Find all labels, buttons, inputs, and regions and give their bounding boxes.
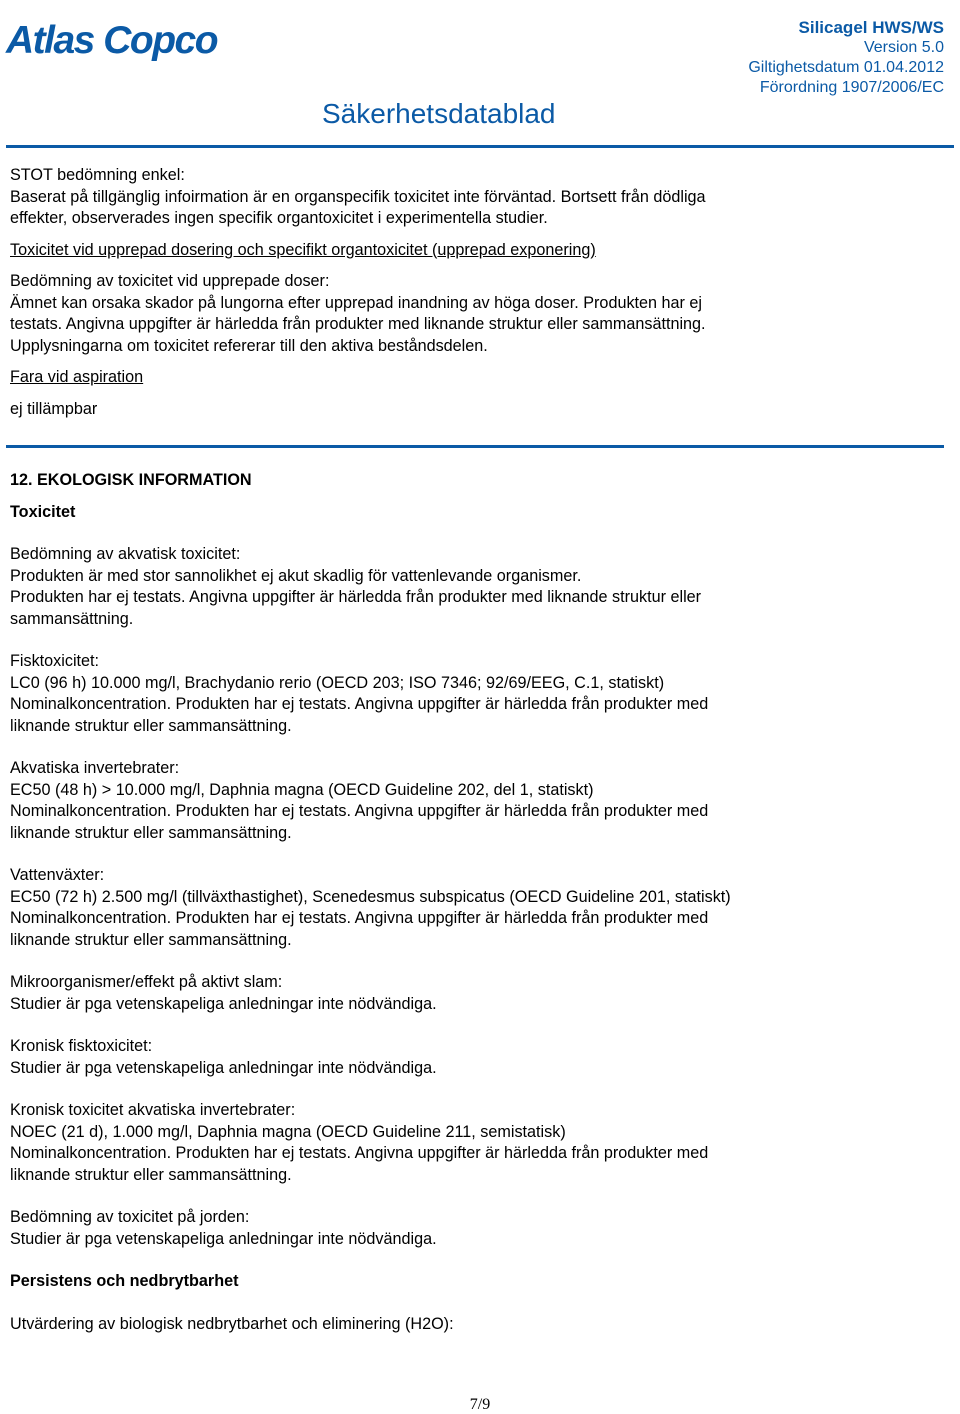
repeated-dose-label: Bedömning av toxicitet vid upprepade doser:	[10, 272, 330, 290]
invertebrates-text-line: Nominalkoncentration. Produkten har ej testats. Angivna uppgifter är härledda från produkter med	[10, 802, 709, 820]
page-number: 7/9	[469, 1396, 491, 1413]
microorganisms-text-line: Studier är pga vetenskapeliga anledningar inte nödvändiga.	[10, 994, 437, 1013]
repeated-dose-heading: Toxicitet vid upprepad dosering och specifikt organtoxicitet (upprepad exponering)	[10, 240, 596, 259]
section-divider	[6, 445, 944, 448]
repeated-dose-text-line: testats. Angivna uppgifter är härledda från produkter med liknande struktur eller sammansättning.	[10, 315, 706, 333]
aquatic-text-line: Produkten är med stor sannolikhet ej akut skadlig för vattenlevande organismer.	[10, 566, 582, 585]
chronic-invertebrates-text-line: Nominalkoncentration. Produkten har ej testats. Angivna uppgifter är härledda från produkter med	[10, 1144, 709, 1162]
toxicity-heading: Toxicitet	[10, 502, 76, 521]
validity-date: Giltighetsdatum 01.04.2012	[748, 59, 944, 76]
document-meta	[748, 18, 944, 98]
header-divider	[6, 145, 954, 148]
stot-text-line: effekter, observerades ingen specifik organtoxicitet i experimentella studier.	[10, 209, 548, 227]
invertebrates-label: Akvatiska invertebrater:	[10, 759, 180, 777]
chronic-invertebrates-text-line: NOEC (21 d), 1.000 mg/l, Daphnia magna (OECD Guideline 211, semistatisk)	[10, 1122, 566, 1141]
chronic-invertebrates-text-line: liknande struktur eller sammansättning.	[10, 1165, 292, 1184]
atlas-copco-logo: Atlas Copco	[6, 19, 218, 62]
biodegradation-label: Utvärdering av biologisk nedbrytbarhet och eliminering (H2O):	[10, 1314, 454, 1333]
plants-text-line: Nominalkoncentration. Produkten har ej testats. Angivna uppgifter är härledda från produkter med	[10, 909, 709, 927]
chronic-fish-label: Kronisk fisktoxicitet:	[10, 1037, 153, 1055]
fish-text-line: LC0 (96 h) 10.000 mg/l, Brachydanio rerio (OECD 203; ISO 7346; 92/69/EEG, C.1, statiskt)	[10, 673, 665, 692]
aquatic-label: Bedömning av akvatisk toxicitet:	[10, 545, 241, 563]
aspiration-value: ej tillämpbar	[10, 399, 98, 418]
section-12-heading: 12. EKOLOGISK INFORMATION	[10, 471, 252, 489]
microorganisms-label: Mikroorganismer/effekt på aktivt slam:	[10, 973, 283, 991]
fish-text-line: liknande struktur eller sammansättning.	[10, 716, 292, 735]
aspiration-heading: Fara vid aspiration	[10, 368, 144, 386]
stot-text-line: Baserat på tillgänglig infoirmation är en organspecifik toxicitet inte förväntad. Bortsett från dödliga	[10, 187, 706, 206]
aquatic-text-line: sammansättning.	[10, 609, 134, 628]
chronic-fish-text-line: Studier är pga vetenskapeliga anledningar inte nödvändiga.	[10, 1058, 437, 1077]
stot-heading: STOT bedömning enkel:	[10, 166, 185, 184]
repeated-dose-text-line: Upplysningarna om toxicitet refererar till den aktiva beståndsdelen.	[10, 336, 488, 355]
plants-label: Vattenväxter:	[10, 866, 105, 884]
invertebrates-text-line: EC50 (48 h) > 10.000 mg/l, Daphnia magna (OECD Guideline 202, del 1, statiskt)	[10, 780, 594, 799]
soil-label: Bedömning av toxicitet på jorden:	[10, 1208, 250, 1226]
fish-text-line: Nominalkoncentration. Produkten har ej testats. Angivna uppgifter är härledda från produkter med	[10, 695, 709, 713]
persistence-heading: Persistens och nedbrytbarhet	[10, 1272, 239, 1290]
repeated-dose-text-line: Ämnet kan orsaka skador på lungorna efter upprepad inandning av höga doser. Produkten har ej	[10, 293, 703, 312]
document-body	[10, 165, 940, 1335]
chronic-invertebrates-label: Kronisk toxicitet akvatiska invertebrater:	[10, 1101, 296, 1119]
plants-text-line: EC50 (72 h) 2.500 mg/l (tillväxthastighet), Scenedesmus subspicatus (OECD Guideline 201, statiskt)	[10, 887, 731, 906]
document-title: Säkerhetsdatablad	[322, 98, 556, 129]
regulation-text: Förordning 1907/2006/EC	[759, 79, 944, 96]
product-name: Silicagel HWS/WS	[798, 18, 944, 37]
aquatic-text-line: Produkten har ej testats. Angivna uppgifter är härledda från produkter med liknande struktur eller	[10, 588, 702, 606]
soil-text-line: Studier är pga vetenskapeliga anledningar inte nödvändiga.	[10, 1229, 437, 1248]
fish-label: Fisktoxicitet:	[10, 652, 100, 670]
plants-text-line: liknande struktur eller sammansättning.	[10, 930, 292, 949]
version-text: Version 5.0	[863, 39, 944, 56]
invertebrates-text-line: liknande struktur eller sammansättning.	[10, 823, 292, 842]
